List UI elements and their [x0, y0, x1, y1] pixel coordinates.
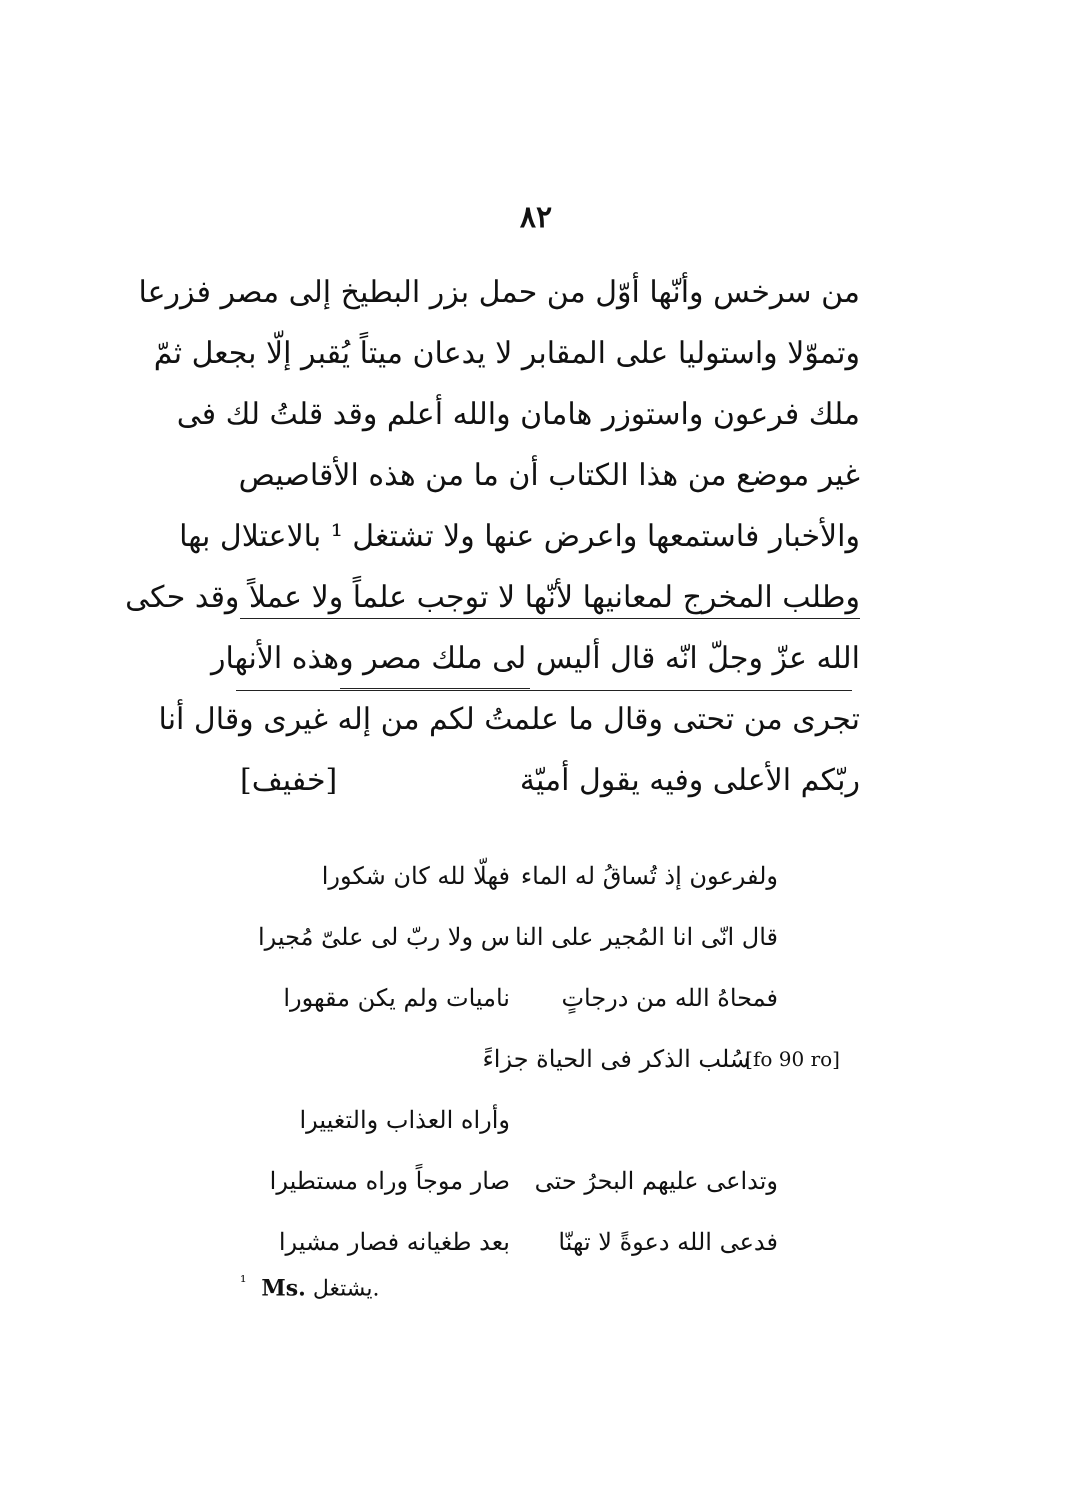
verse-6 — [240, 1151, 840, 1212]
verse-3-first-hemistich: فمحاهُ الله من درجاتٍ — [561, 984, 778, 1012]
verse-7-second-hemistich: بعد طغيانه فصار مشيرا — [278, 1228, 510, 1256]
prose-line-2: وتموّلا واستوليا على المقابر لا يدعان ميتاً يُقبر إلّا بجعل ثمّ — [153, 336, 860, 371]
prose-line-8: تجرى من تحتى وقال ما علمتُ لكم من إله غيرى وقال أنا — [158, 702, 860, 737]
prose-line-7: الله عزّ وجلّ انّه قال أليس لى ملك مصر وهذه الأنهار — [211, 641, 860, 676]
prose-line-3: ملك فرعون واستوزر هامان والله أعلم وقد قلتُ لك فى — [176, 397, 860, 432]
prose-line-5: والأخبار فاستمعها واعرض عنها ولا تشتغل ¹ بالاعتلال بها — [179, 519, 860, 554]
verse-1-second-hemistich: فهلّا لله كان شكورا — [321, 862, 510, 890]
verse-2-first-hemistich: قال انّى انا المُجير على النا — [514, 923, 778, 951]
folio-marker: [fo 90 ro] — [745, 1047, 840, 1071]
verse-4 — [240, 1029, 840, 1090]
footnote-label: Ms. — [261, 1275, 306, 1302]
verse-1-first-hemistich: ولفرعون إذ تُساقُ له الماء — [520, 862, 778, 890]
verse-3-second-hemistich: ناميات ولم يكن مقهورا — [283, 984, 510, 1012]
verse-5-second-hemistich: وأراه العذاب والتغييرا — [299, 1106, 510, 1134]
footnote-text: يشتغل. — [312, 1276, 380, 1302]
meter-tag: [خفيف] — [240, 763, 338, 798]
prose-line-9-text: ربّكم الأعلى وفيه يقول أميّة — [519, 763, 860, 798]
poem-block — [240, 846, 840, 1273]
prose-line-4: غير موضع من هذا الكتاب أن ما من هذه الأقاصيص — [238, 458, 860, 493]
verse-1 — [240, 846, 840, 907]
quran-underline-2 — [236, 690, 852, 691]
prose-line-9 — [240, 750, 860, 811]
verse-3 — [240, 968, 840, 1029]
quran-underline-1 — [240, 618, 860, 619]
verse-6-second-hemistich: صار موجاً وراه مستطيرا — [269, 1167, 510, 1195]
verse-4-first-hemistich: سُلب الذكر فى الحياة جزاءً — [482, 1045, 750, 1073]
prose-line-1: من سرخس وأنّها أوّل من حمل بزر البطيخ إلى مصر فزرعا — [138, 275, 860, 310]
verse-7-first-hemistich: فدعى الله دعوةً لا تهنّا — [558, 1228, 778, 1256]
verse-5 — [240, 1090, 840, 1151]
prose-block — [125, 262, 860, 811]
verse-6-first-hemistich: وتداعى عليهم البحرُ حتى — [534, 1167, 778, 1195]
verse-7 — [240, 1212, 840, 1273]
prose-line-6: وطلب المخرج لمعانيها لأنّها لا توجب علماً ولا عملاً وقد حكى — [125, 580, 860, 615]
verse-2 — [240, 907, 840, 968]
footnote — [240, 1272, 380, 1301]
footnote-mark: ¹ — [240, 1272, 247, 1291]
verse-2-second-hemistich: س ولا ربّ لى علىّ مُجيرا — [258, 923, 510, 951]
page-number: ٨٢ — [519, 200, 553, 235]
quran-underline-3 — [340, 688, 530, 689]
